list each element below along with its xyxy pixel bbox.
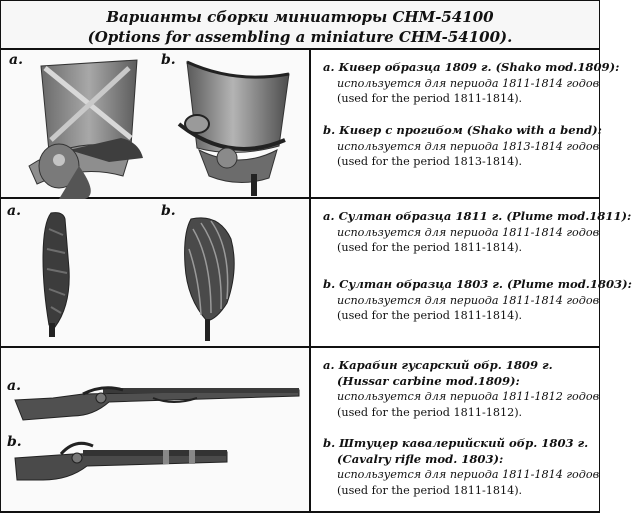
entry-usage-ru: используется для периода 1811-1812 годов — [337, 390, 600, 403]
plume-descriptions — [311, 199, 632, 348]
entry-shako-1809 — [323, 60, 620, 107]
entry-usage-en: (used for the period 1811-1814). — [337, 92, 523, 105]
entry-usage-ru: используется для периода 1811-1814 годов — [337, 293, 600, 307]
entry-usage-ru: используется для периода 1811-1814 годов — [337, 468, 600, 481]
entry-cavalry-rifle — [323, 436, 600, 498]
title-russian: Варианты сборки миниатюры СНМ-54100 — [106, 8, 494, 26]
entry-usage-ru: используется для периода 1813-1814 годов — [337, 139, 600, 153]
shako-descriptions — [311, 50, 620, 199]
entry-title: b. Штуцер кавалерийский обр. 1803 г. — [323, 436, 589, 450]
photo-label-b: b. — [161, 52, 176, 68]
entry-usage-en: (used for the period 1811-1812). — [337, 405, 523, 419]
carbine-photos — [1, 348, 311, 513]
entry-title-en: (Hussar carbine mod.1809): — [337, 373, 520, 388]
entry-title-en: (Cavalry rifle mod. 1803): — [337, 451, 504, 466]
photo-label-b: b. — [7, 434, 22, 450]
entry-title: a. Султан образца 1811 г. (Plume mod.1811): — [323, 209, 632, 223]
entry-usage-en: (used for the period 1811-1814). — [337, 309, 523, 322]
plume-mod-1803-photo — [171, 209, 251, 344]
hussar-carbine-1809-photo — [13, 376, 303, 426]
entry-shako-bend — [323, 123, 602, 170]
plume-photos — [1, 199, 311, 348]
cavalry-rifle-1803-photo — [13, 432, 233, 487]
photo-label-a: a. — [9, 52, 23, 68]
row-plume — [0, 199, 632, 348]
entry-title: b. Кивер с прогибом (Shako with a bend): — [323, 123, 602, 137]
entry-plume-1811 — [323, 209, 632, 256]
carbine-descriptions — [311, 348, 599, 513]
entry-usage-ru: используется для периода 1811-1814 годов — [337, 76, 600, 90]
entry-title: a. Карабин гусарский обр. 1809 г. — [323, 358, 553, 372]
row-carbine — [0, 348, 600, 513]
entry-usage-en: (used for the period 1813-1814). — [337, 155, 523, 168]
row-shako — [0, 50, 620, 199]
photo-label-a: a. — [7, 203, 21, 219]
shako-photos — [1, 50, 311, 199]
entry-title: b. Султан образца 1803 г. (Plume mod.1803): — [323, 277, 632, 291]
entry-plume-1803 — [323, 277, 632, 324]
photo-label-b: b. — [161, 203, 176, 219]
entry-title: a. Кивер образца 1809 г. (Shako mod.1809): — [323, 60, 620, 74]
entry-usage-ru: используется для периода 1811-1814 годов — [337, 225, 600, 239]
page-header — [0, 0, 600, 50]
shako-with-bend-photo — [169, 54, 309, 199]
entry-usage-en: (used for the period 1811-1814). — [337, 241, 523, 254]
shako-mod-1809-photo — [19, 54, 169, 199]
entry-usage-en: (used for the period 1811-1814). — [337, 483, 523, 497]
photo-label-a: a. — [7, 378, 21, 394]
title-english: (Options for assembling a miniature CHM-54100). — [87, 28, 513, 46]
entry-hussar-carbine — [323, 358, 600, 420]
plume-mod-1811-photo — [29, 209, 89, 339]
